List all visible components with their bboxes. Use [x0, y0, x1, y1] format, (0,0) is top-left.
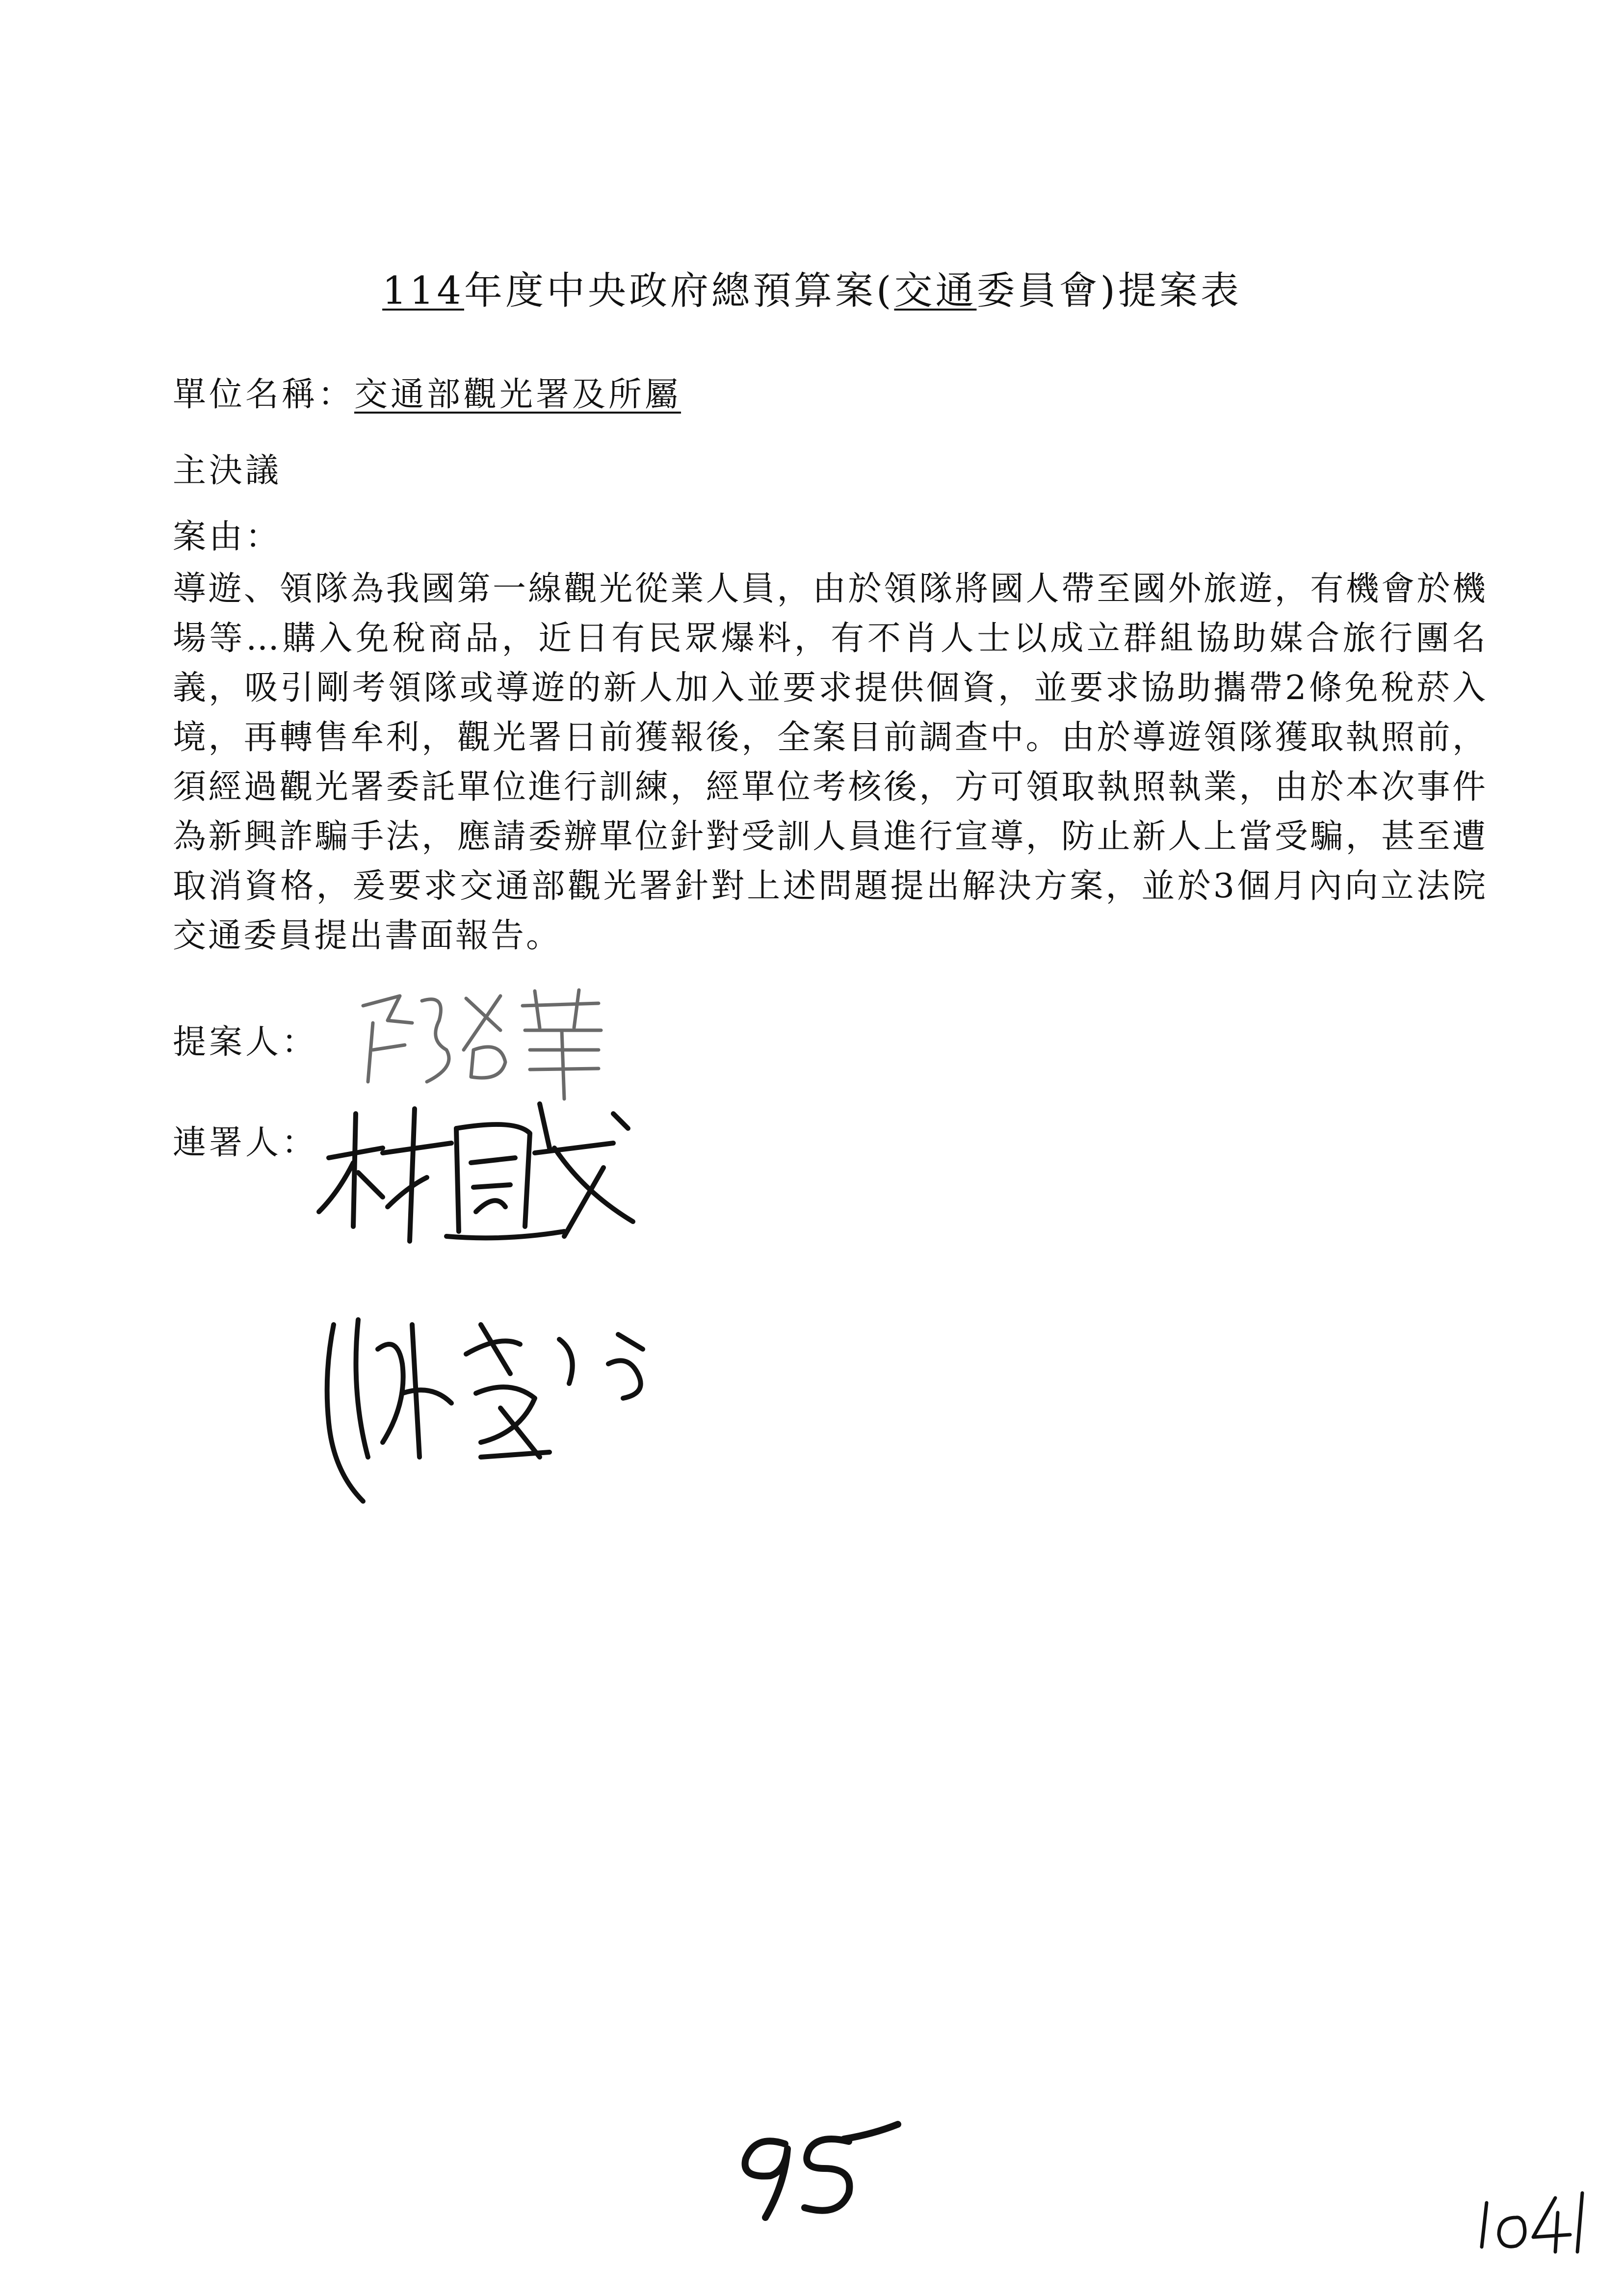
title-text-2: 委員會)提案表	[976, 269, 1242, 313]
cosigner-label: 連署人：	[173, 1123, 318, 1162]
proposer-signature	[353, 976, 628, 1104]
handwritten-page-number	[726, 2114, 903, 2229]
title-text-1: 年度中央政府總預算案(	[464, 269, 894, 313]
reason-text: 導遊、領隊為我國第一線觀光從業人員，由於領隊將國人帶至國外旅遊，有機會於機場等…購入免稅商品，近日有民眾爆料，有不肖人士以成立群組協助媒合旅行團名義，吸引剛考領隊或導遊的新人加入並要求提供個資，並要求協助攜帶2條免稅菸入境，再轉售牟利，觀光署日前獲報後，全案目前調查中。由於導遊領隊獲取執照前，須經過觀光署委託單位進行訓練，經單位考核後，方可領取執照執業，由於本次事件為新興詐騙手法，應請委辦單位針對受訓人員進行宣導，防止新人上當受騙，甚至遭取消資格，爰要求交通部觀光署針對上述問題提出解決方案，並於3個月內向立法院交通委員提出書面報告。	[173, 570, 1488, 955]
reason-label: 案由：	[173, 518, 282, 556]
unit-row	[173, 368, 681, 416]
cosigner-signature-2	[304, 1295, 697, 1526]
proposer-label: 提案人：	[173, 1023, 318, 1062]
unit-value: 交通部觀光署及所屬	[354, 375, 681, 414]
title-year: 114	[382, 269, 464, 313]
cosigner-signature-1	[309, 1094, 653, 1251]
page-title	[0, 260, 1624, 315]
handwritten-corner-number	[1477, 2183, 1595, 2259]
resolution-label: 主決議	[173, 451, 282, 490]
title-committee: 交通	[894, 269, 977, 313]
unit-label: 單位名稱：	[173, 375, 355, 414]
